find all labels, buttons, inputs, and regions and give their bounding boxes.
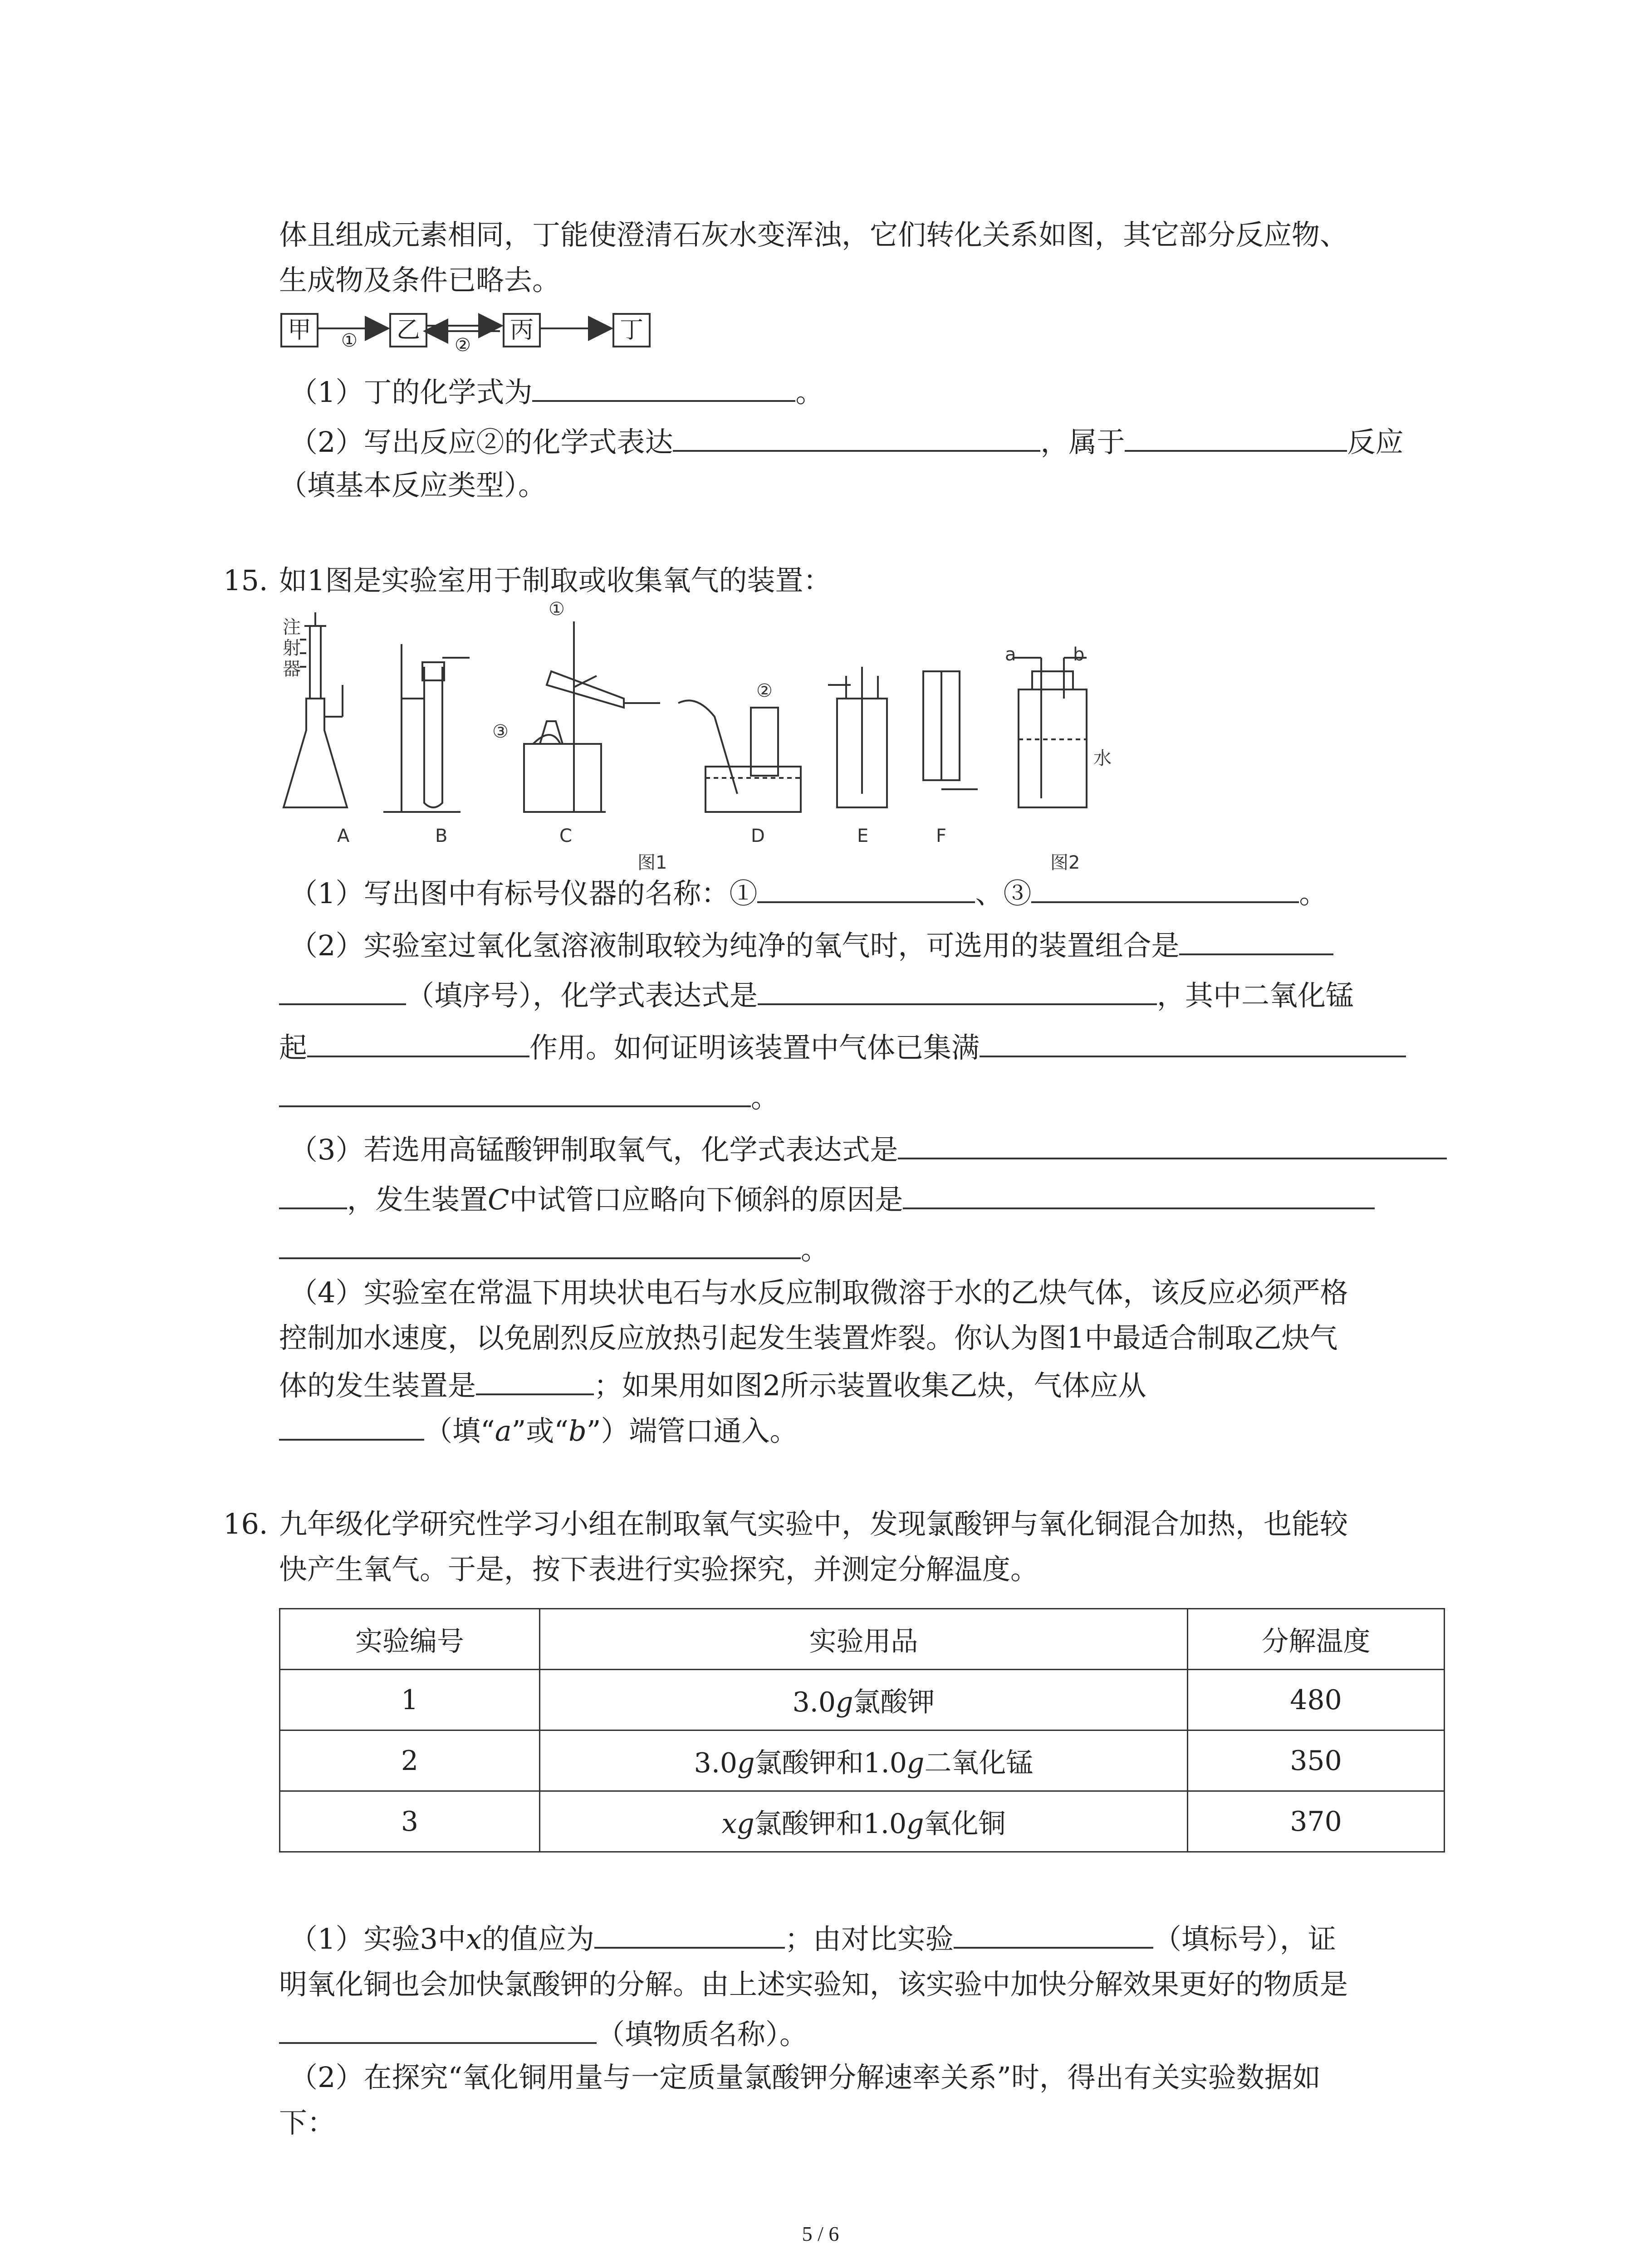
table-cell: 1 [280,1670,540,1730]
mark-1: ① [549,599,565,620]
water-label: 水 [1093,748,1112,769]
answer-blank[interactable] [476,1365,594,1395]
caption-fig2: 图2 [1050,852,1080,873]
flow-arrows [272,308,681,358]
q15-part3: （3）若选用高锰酸钾制取氧气，化学式表达式是 [289,1129,1447,1168]
q16-stem-2: 快产生氧气。于是，按下表进行实验探究，并测定分解温度。 [279,1553,1039,1586]
flow-box-bing: 丙 [503,313,541,347]
header-cell: 实验用品 [540,1609,1188,1670]
table-cell: 350 [1188,1730,1445,1791]
label-B: B [435,826,448,846]
table-cell: 3.0g氯酸钾 [540,1670,1188,1730]
answer-blank[interactable] [279,975,406,1005]
answer-blank[interactable] [279,1411,424,1441]
q14-part2: （2）写出反应②的化学式表达 ，属于 反应 [289,422,1403,460]
flow-box-ding: 丁 [612,313,651,347]
q15-stem: 如1图是实验室用于制取或收集氧气的装置： [279,564,832,597]
q15-part2: （2）实验室过氧化氢溶液制取较为纯净的氧气时，可选用的装置组合是 [289,925,1333,964]
q15-part3-l2: ，发生装置C中试管口应略向下倾斜的原因是 [279,1179,1375,1218]
answer-blank[interactable] [980,1027,1406,1057]
q15-part1: （1）写出图中有标号仪器的名称：① 、③ 。 [289,873,1327,912]
q15-part4-l1: （4）实验室在常温下用块状电石与水反应制取微溶于水的乙炔气体，该反应必须严格 [289,1276,1348,1309]
header-cell: 实验编号 [280,1609,540,1670]
q16-number: 16. [223,1507,268,1540]
q14-part1: （1）丁的化学式为 。 [289,372,823,411]
q16-part2-l2: 下： [279,2106,336,2139]
apparatus-drawing [279,608,1105,871]
answer-blank[interactable] [279,1077,751,1107]
q16-part2-l1: （2）在探究“氧化铜用量与一定质量氯酸钾分解速率关系”时，得出有关实验数据如 [289,2061,1321,2094]
mark-3: ③ [492,721,509,742]
table-header-row [280,1609,1445,1670]
table-cell: xg氯酸钾和1.0g氧化铜 [540,1791,1188,1852]
table-row [280,1730,1445,1791]
answer-blank[interactable] [1031,873,1299,903]
answer-blank[interactable] [1125,422,1347,452]
q15-part2-l4: 。 [279,1077,779,1116]
flow-box-yi: 乙 [389,313,427,347]
answer-blank[interactable] [279,1229,801,1259]
flow-box-jia: 甲 [280,313,318,347]
q15-part2-l3: 起 作用。如何证明该装置中气体已集满 [279,1027,1406,1066]
table-cell: 480 [1188,1670,1445,1730]
label-F: F [936,826,947,846]
header-cell: 分解温度 [1188,1609,1445,1670]
q14-part2-cont: （填基本反应类型）。 [279,469,547,502]
answer-blank[interactable] [279,1179,347,1209]
table-cell: 370 [1188,1791,1445,1852]
q16-stem-1: 九年级化学研究性学习小组在制取氧气实验中，发现氯酸钾与氧化铜混合加热，也能较 [279,1507,1348,1540]
answer-blank[interactable] [758,975,1157,1005]
table-row [280,1791,1445,1852]
table-cell: 3 [280,1791,540,1852]
intro-line-1: 体且组成元素相同，丁能使澄清石灰水变浑浊，它们转化关系如图，其它部分反应物、 [279,218,1348,251]
answer-blank[interactable] [594,1919,785,1949]
answer-blank[interactable] [279,2014,597,2044]
page-number: 5 / 6 [802,2222,839,2245]
q15-part2-l2: （填序号），化学式表达式是 ，其中二氧化锰 [279,975,1354,1014]
q15-part4-l3: 体的发生装置是 ；如果用如图2所示装置收集乙炔，气体应从 [279,1365,1146,1404]
q15-part4-l2: 控制加水速度，以免剧烈反应放热引起发生装置炸裂。你认为图1中最适合制取乙炔气 [279,1321,1338,1354]
mark-2: ② [756,680,773,701]
label-C: C [559,826,572,846]
table-cell: 2 [280,1730,540,1791]
answer-blank[interactable] [673,422,1040,452]
answer-blank[interactable] [903,1179,1375,1209]
experiment-table [279,1608,1445,1853]
answer-blank[interactable] [757,873,975,903]
q15-part3-l3: 。 [279,1229,829,1268]
answer-blank[interactable] [954,1919,1153,1949]
syringe-label: 注射器 [283,617,301,679]
flow-label-2: ② [455,335,471,356]
q16-part1-l2: 明氧化铜也会加快氯酸钾的分解。由上述实验知，该实验中加快分解效果更好的物质是 [279,1968,1348,2001]
answer-blank[interactable] [307,1027,529,1057]
answer-blank[interactable] [898,1129,1447,1159]
q16-part1-l3: （填物质名称）。 [279,2014,808,2053]
label-D: D [751,826,765,846]
flow-label-1: ① [341,330,358,351]
table-cell: 3.0g氯酸钾和1.0g二氧化锰 [540,1730,1188,1791]
answer-blank[interactable] [532,372,795,402]
q16-part1: （1）实验3中x的值应为 ；由对比实验 （填标号），证 [289,1919,1336,1957]
fig2-b: b [1073,644,1085,665]
answer-blank[interactable] [1179,925,1333,955]
intro-line-2: 生成物及条件已略去。 [279,264,561,297]
label-A: A [337,826,350,846]
q15-number: 15. [223,564,268,597]
q15-part4-l4: （填“a”或“b”）端管口通入。 [279,1411,798,1449]
apparatus-figure [279,599,1112,873]
fig2-a: a [1005,644,1016,665]
table-row [280,1670,1445,1730]
caption-fig1: 图1 [637,852,667,873]
label-E: E [857,826,869,846]
